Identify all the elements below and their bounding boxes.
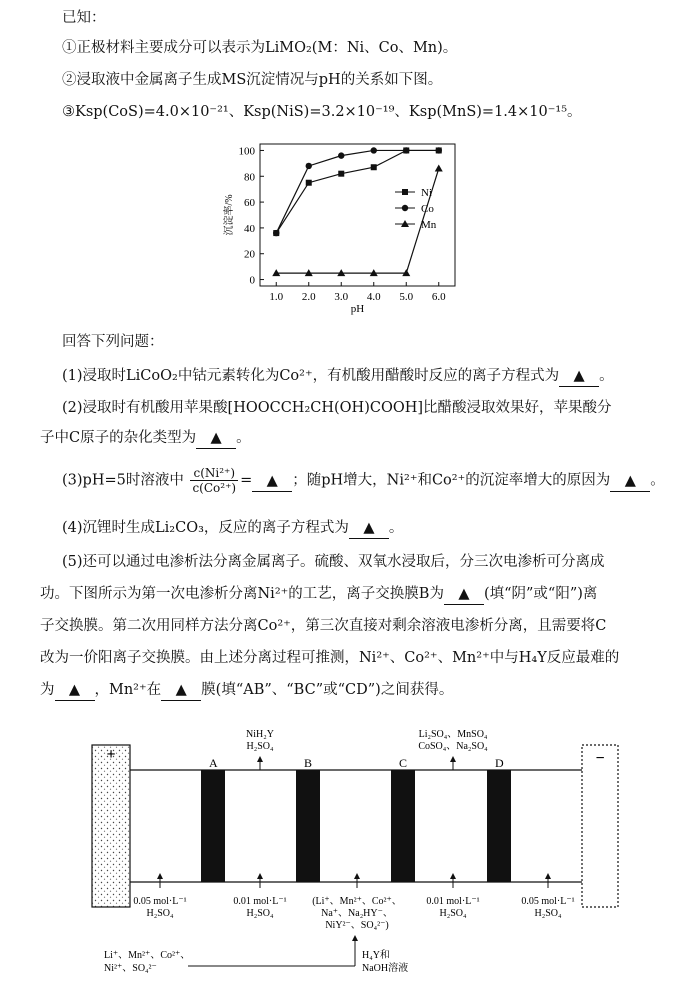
- answer-blank[interactable]: ▲: [610, 471, 650, 492]
- reagent-label: NaOH溶液: [362, 963, 409, 974]
- y-axis-label: 沉淀率/%: [224, 194, 235, 236]
- anode-electrode: [92, 745, 130, 907]
- y-tick-label: 40: [244, 222, 255, 235]
- legend-label: Ni: [421, 187, 432, 199]
- legend-label: Co: [421, 203, 434, 215]
- question-5-text-e1: 为: [40, 682, 55, 698]
- concentration-ratio: [190, 466, 238, 495]
- membrane-b-label: B: [304, 756, 313, 770]
- plot-frame: [260, 144, 455, 286]
- data-point-co: [306, 163, 312, 169]
- inflow-4-label: H₂SO₄: [439, 908, 467, 919]
- question-5-text-e3: 膜(填“AB”、“BC”或“CD”)之间获得。: [201, 682, 454, 698]
- question-3-equals: =: [240, 472, 253, 489]
- data-point-co: [403, 147, 409, 153]
- given-item-3: ③Ksp(CoS)=4.0×10⁻²¹、Ksp(NiS)=3.2×10⁻¹⁹、Ksp(MnS)=1.4×10⁻¹⁵。: [62, 104, 582, 120]
- reagent-label: H₄Y和: [362, 950, 390, 961]
- y-tick-label: 60: [244, 197, 255, 210]
- legend-marker: [402, 205, 408, 211]
- question-4: [62, 518, 403, 539]
- electrodialysis-diagram: [70, 725, 630, 987]
- ratio-denominator: c(Co²⁺): [192, 481, 237, 495]
- feed-label: Ni²⁺、SO₄²⁻: [104, 963, 157, 974]
- given-heading: 已知：: [62, 10, 106, 26]
- question-5-line-5: [40, 680, 453, 701]
- question-3: [62, 466, 665, 495]
- inflow-1-label: H₂SO₄: [146, 908, 174, 919]
- question-2-line-2: [40, 428, 251, 449]
- question-1: [62, 366, 614, 387]
- answer-blank[interactable]: ▲: [196, 428, 236, 449]
- answer-blank[interactable]: ▲: [55, 680, 95, 701]
- answer-blank[interactable]: ▲: [444, 584, 484, 605]
- x-tick-label: 5.0: [399, 291, 414, 303]
- question-5-line-1: (5)还可以通过电渗析法分离金属离子。硫酸、双氧水浸取后，分三次电渗析可分离成: [62, 554, 605, 570]
- given-item-1: ①正极材料主要成分可以表示为LiMO₂(M：Ni、Co、Mn)。: [62, 40, 458, 56]
- y-tick-label: 0: [249, 274, 255, 287]
- question-2-text: 子中C原子的杂化类型为: [40, 430, 197, 446]
- outflow-2-label: CoSO₄、Na₂SO₄: [418, 741, 488, 752]
- inflow-3-label: NiY²⁻、SO₄²⁻): [325, 920, 389, 931]
- question-3-text-a: (3)pH=5时溶液中: [62, 472, 184, 489]
- y-tick-label: 20: [244, 248, 255, 261]
- membrane-d: [487, 770, 511, 882]
- inflow-3-label: Na⁺、Na₂HY⁻、: [321, 908, 393, 919]
- inflow-3-label: (Li⁺、Mn²⁺、Co²⁺、: [312, 896, 402, 907]
- membrane-a-label: A: [209, 756, 218, 770]
- y-tick-label: 80: [244, 171, 255, 184]
- inflow-5-label: H₂SO₄: [534, 908, 562, 919]
- inflow-2-label: H₂SO₄: [246, 908, 274, 919]
- x-tick-label: 6.0: [431, 291, 446, 303]
- x-axis-label: pH: [350, 303, 365, 315]
- answer-blank[interactable]: ▲: [161, 680, 201, 701]
- outflow-1-label: H₂SO₄: [246, 741, 274, 752]
- question-1-end: 。: [599, 368, 614, 384]
- membrane-c-label: C: [399, 756, 408, 770]
- inflow-5-label: 0.05 mol·L⁻¹: [521, 896, 575, 907]
- legend-marker: [402, 189, 408, 195]
- precipitation-chart: [220, 138, 465, 318]
- x-tick-label: 1.0: [269, 291, 284, 303]
- question-2-end: 。: [236, 430, 251, 446]
- data-point-ni: [338, 171, 344, 177]
- membrane-d-label: D: [495, 756, 504, 770]
- question-5-text-b-end: (填“阴”或“阳”)离: [483, 586, 598, 602]
- question-5-text-b: 功。下图所示为第一次电渗析分离Ni²⁺的工艺，离子交换膜B为: [40, 586, 444, 602]
- questions-intro: 回答下列问题：: [62, 334, 164, 350]
- inflow-2-label: 0.01 mol·L⁻¹: [233, 896, 287, 907]
- x-tick-label: 4.0: [366, 291, 381, 303]
- data-point-co: [273, 230, 279, 236]
- ratio-numerator: c(Ni²⁺): [190, 466, 238, 481]
- membrane-b: [296, 770, 320, 882]
- data-point-ni: [306, 180, 312, 186]
- answer-blank[interactable]: ▲: [559, 366, 599, 387]
- answer-blank[interactable]: ▲: [252, 471, 292, 492]
- plus-sign: +: [106, 746, 116, 763]
- minus-sign: −: [595, 750, 605, 767]
- question-1-text: (1)浸取时LiCoO₂中钴元素转化为Co²⁺，有机酸用醋酸时反应的离子方程式为: [62, 368, 560, 384]
- data-point-co: [338, 152, 344, 158]
- series-line-mn: [276, 169, 439, 274]
- question-4-end: 。: [388, 520, 404, 536]
- question-2-line-1: (2)浸取时有机酸用苹果酸[HOOCCH₂CH(OH)COOH]比醋酸浸取效果好，苹果酸分: [62, 400, 612, 416]
- inflow-1-label: 0.05 mol·L⁻¹: [133, 896, 187, 907]
- x-tick-label: 2.0: [301, 291, 316, 303]
- cathode-electrode: [582, 745, 618, 907]
- data-point-mn: [435, 165, 443, 172]
- outflow-1-label: NiH₂Y: [246, 729, 274, 740]
- feed-label: Li⁺、Mn²⁺、Co²⁺、: [104, 950, 191, 961]
- inflow-4-label: 0.01 mol·L⁻¹: [426, 896, 480, 907]
- given-item-2: ②浸取液中金属离子生成MS沉淀情况与pH的关系如下图。: [62, 72, 443, 88]
- data-point-ni: [371, 164, 377, 170]
- legend-label: Mn: [421, 219, 437, 231]
- x-tick-label: 3.0: [334, 291, 349, 303]
- data-point-co: [371, 147, 377, 153]
- y-tick-label: 100: [238, 145, 255, 158]
- outflow-2-label: Li₂SO₄、MnSO₄: [418, 729, 488, 740]
- question-5-text-e2: ，Mn²⁺在: [94, 682, 162, 698]
- question-3-end: 。: [650, 472, 665, 489]
- data-point-co: [436, 147, 442, 153]
- question-5-line-2: [40, 584, 597, 605]
- question-4-text: (4)沉锂时生成Li₂CO₃，反应的离子方程式为: [62, 520, 349, 536]
- answer-blank[interactable]: ▲: [349, 518, 389, 539]
- membrane-c: [391, 770, 415, 882]
- question-5-line-4: 改为一价阳离子交换膜。由上述分离过程可推测，Ni²⁺、Co²⁺、Mn²⁺中与H₄Y反应最难的: [40, 650, 620, 666]
- membrane-a: [201, 770, 225, 882]
- question-3-text-c: ；随pH增大，Ni²⁺和Co²⁺的沉淀率增大的原因为: [292, 472, 611, 489]
- question-5-line-3: 子交换膜。第二次用同样方法分离Co²⁺，第三次直接对剩余溶液电渗析分离，且需要将C: [40, 618, 607, 634]
